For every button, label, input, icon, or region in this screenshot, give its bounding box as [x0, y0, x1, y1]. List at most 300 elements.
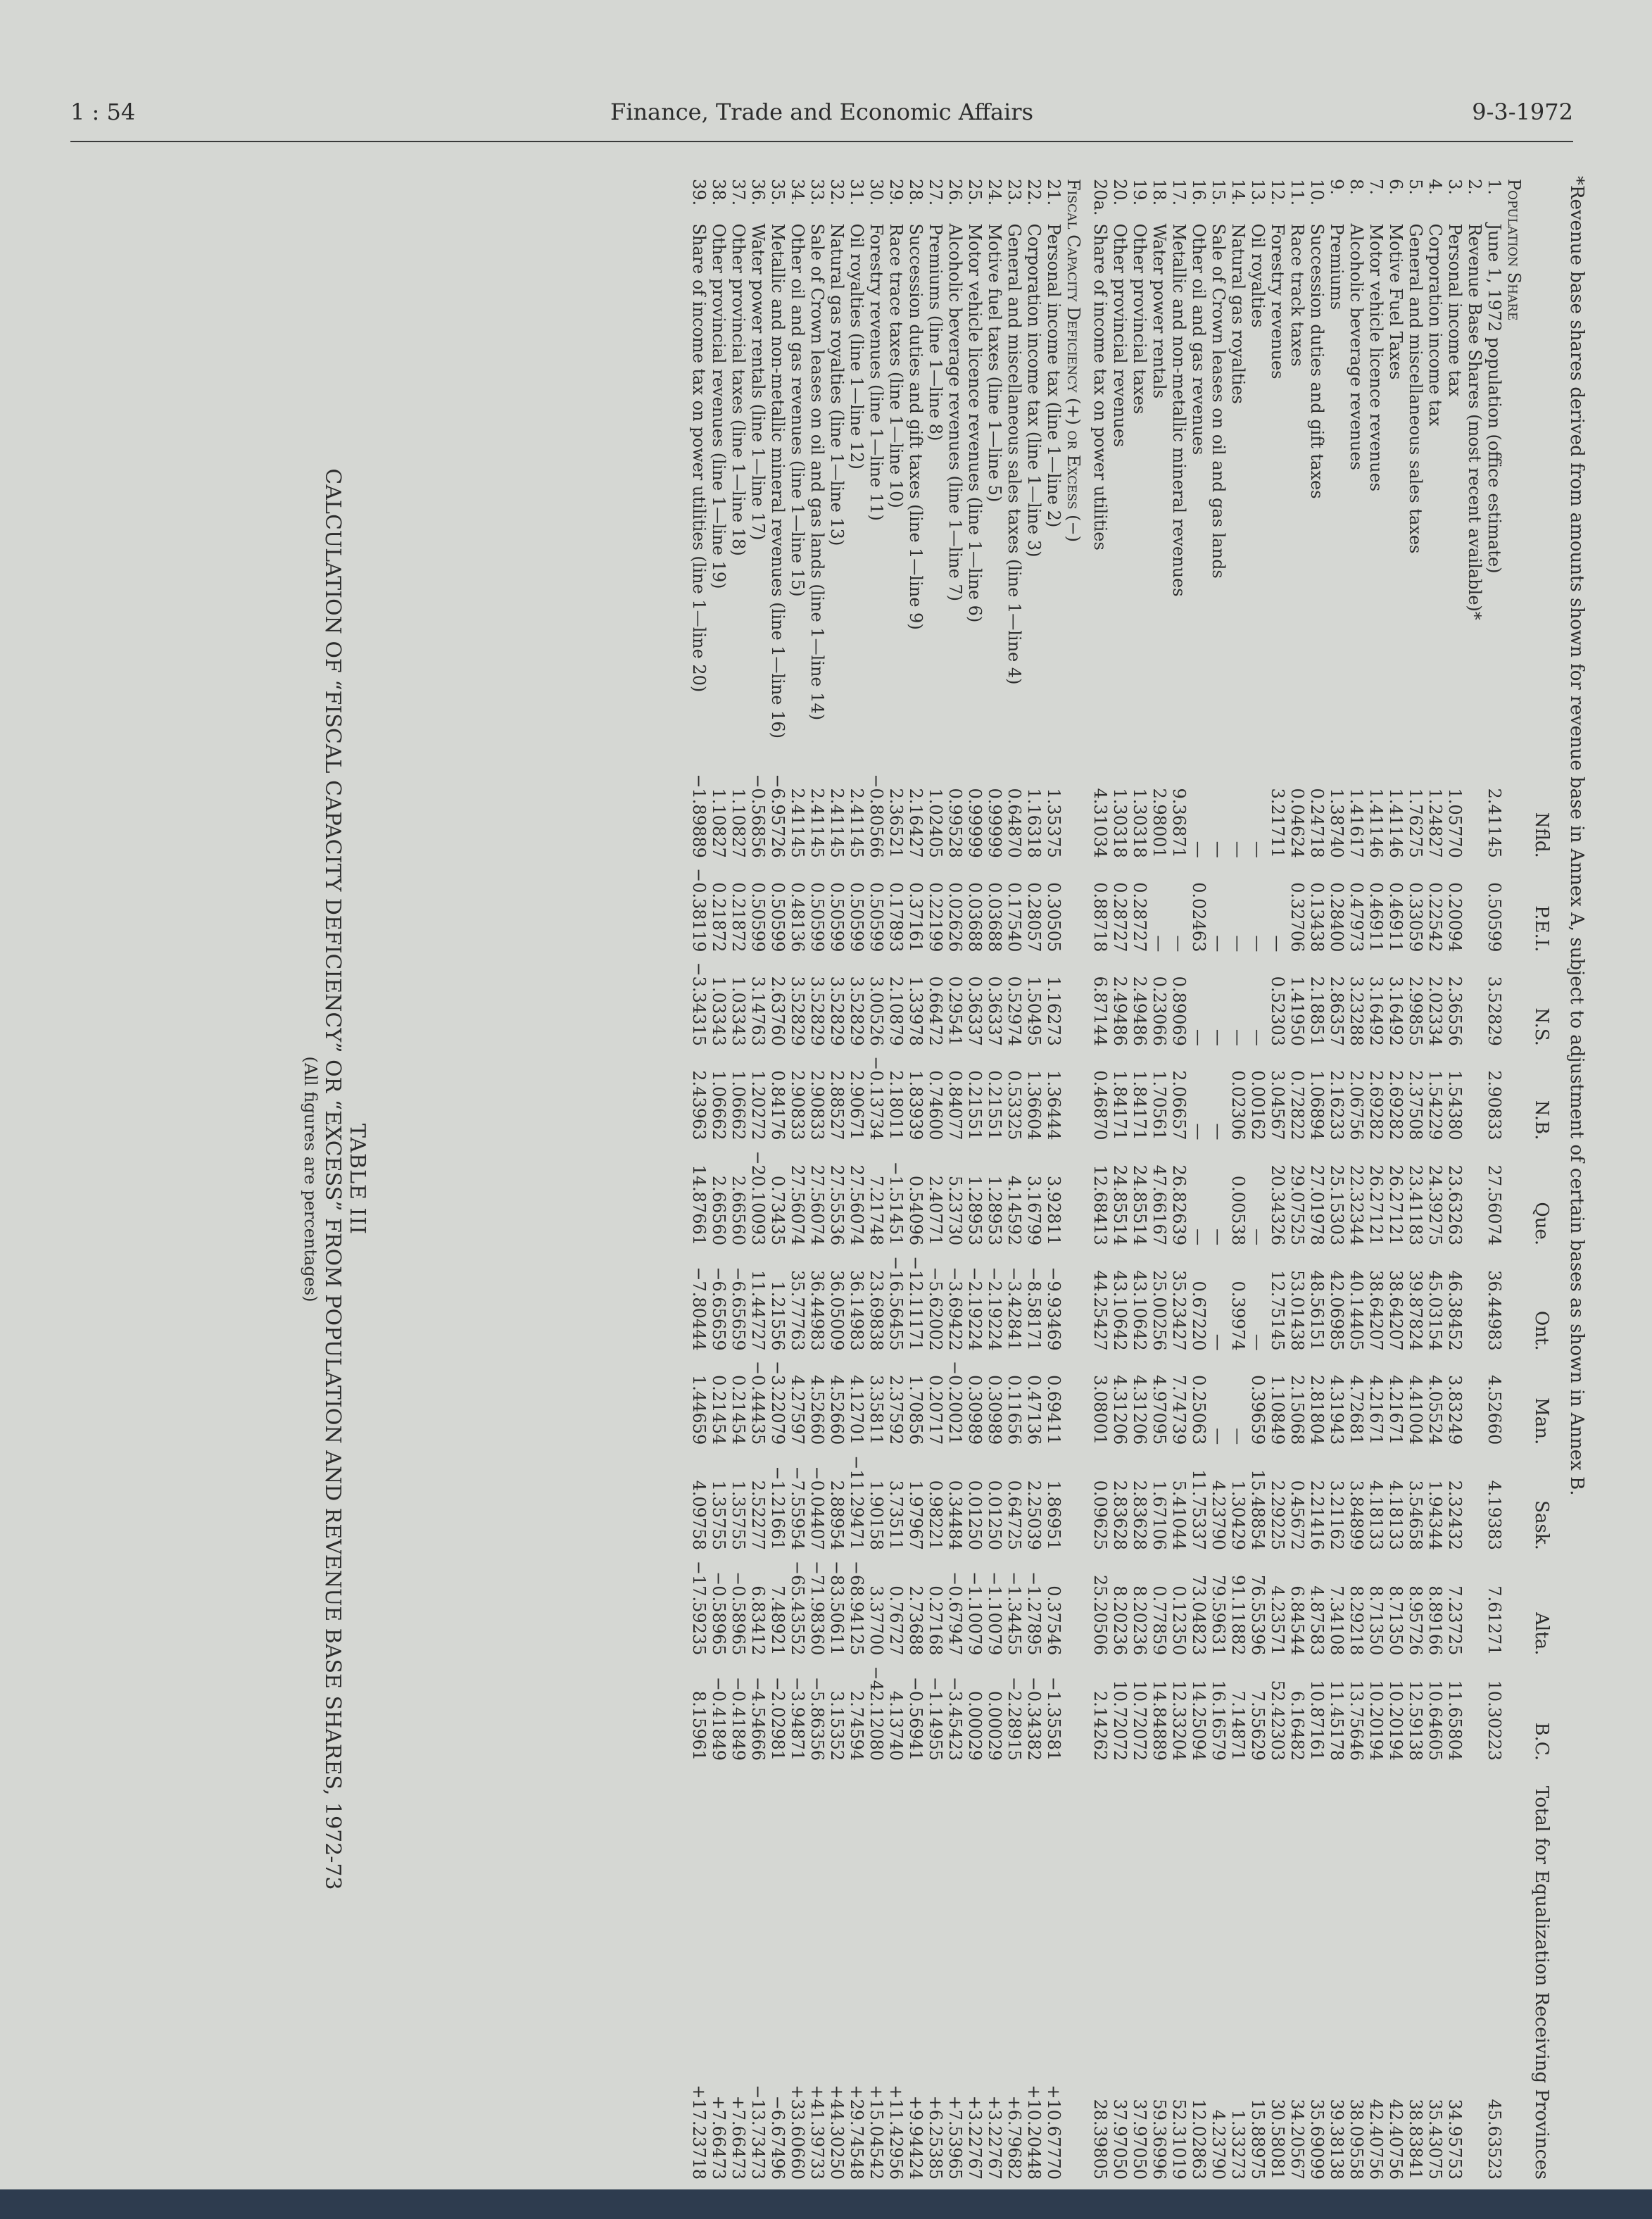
table-cell: 53.01438 — [1287, 1270, 1307, 1351]
row-number: 38. — [709, 179, 729, 206]
table-cell — [1465, 1049, 1484, 1143]
table-cell: 4.23571 — [1268, 1585, 1287, 1656]
table-row — [1024, 176, 1044, 2182]
table-cell: 2.32432 — [1445, 1480, 1465, 1550]
table-cell: 27.55536 — [827, 1164, 847, 1246]
table-cell: 1.84171 — [1130, 1070, 1149, 1140]
table-cell: 2.29225 — [1268, 1480, 1287, 1550]
table-cell: 0.46911 — [1386, 882, 1406, 953]
table-cell: 1.41146 — [1366, 788, 1386, 858]
table-cell: 0.28727 — [1130, 882, 1149, 953]
row-number: 25. — [965, 179, 985, 206]
table-row — [729, 176, 748, 2182]
row-number: 7. — [1366, 179, 1386, 195]
table-cell: −17.59235 — [689, 1560, 709, 1656]
table-cell: 0.21454 — [709, 1375, 729, 1445]
table-cell: 0.00029 — [965, 1690, 985, 1761]
row-label: Alcoholic beverage revenues — [1347, 223, 1366, 470]
table-cell: 3.21711 — [1268, 788, 1287, 858]
table-cell: −1.34455 — [1004, 1571, 1024, 1656]
table-cell: 3.83249 — [1445, 1375, 1465, 1445]
table-cell: 0.29541 — [945, 976, 965, 1046]
table-cell: 10.72072 — [1110, 1680, 1130, 1761]
row-number: 3. — [1445, 179, 1465, 195]
table-cell: 23.69838 — [866, 1270, 886, 1351]
table-cell: 0.36337 — [985, 976, 1004, 1046]
table-header-row — [1531, 176, 1552, 2182]
table-row — [945, 176, 965, 2182]
table-cell: 25.15303 — [1327, 1164, 1347, 1246]
table-cell: — — [1189, 1228, 1209, 1246]
table-cell: 14.25094 — [1189, 1680, 1209, 1761]
table-cell: −8.58171 — [1024, 1266, 1044, 1351]
table-cell: 2.41145 — [847, 788, 866, 858]
row-label: Motor vehicle licence revenues (line 1—line 6) — [965, 223, 985, 623]
table-cell: 2.18011 — [886, 1070, 906, 1140]
table-cell: 9.36871 — [1169, 788, 1189, 858]
table-cell: 3.16799 — [1024, 1175, 1044, 1246]
table-cell: — — [1209, 1333, 1228, 1351]
table-cell: 10.20194 — [1366, 1680, 1386, 1761]
row-label: Natural gas royalties — [1228, 223, 1248, 404]
table-cell: 0.34484 — [945, 1480, 965, 1550]
table-cell: −71.98360 — [807, 1560, 827, 1656]
table-cell: 4.23790 — [1209, 2109, 1228, 2180]
table-cell: 2.52277 — [748, 1480, 768, 1550]
table-cell: 0.04624 — [1287, 788, 1307, 858]
table-cell: 12.68413 — [1090, 1164, 1110, 1246]
table-cell: 0.22199 — [926, 882, 945, 953]
table-cell: 0.03688 — [985, 882, 1004, 953]
table-cell: 4.31943 — [1327, 1375, 1347, 1445]
table-cell: +33.60660 — [788, 2085, 807, 2180]
table-cell: — — [1209, 1428, 1228, 1445]
table-cell: 2.90671 — [847, 1070, 866, 1140]
table-cell: 1.94344 — [1425, 1480, 1445, 1550]
row-label: Corporation income tax — [1425, 223, 1445, 427]
table-cell: — — [1149, 935, 1169, 953]
table-cell: 12.02863 — [1189, 2099, 1209, 2180]
table-cell: 3.52829 — [788, 976, 807, 1046]
row-number: 36. — [748, 179, 768, 206]
table-cell: 3.16492 — [1366, 976, 1386, 1046]
scan-edge-band — [0, 2189, 1652, 2219]
table-cell: 3.00526 — [866, 976, 886, 1046]
table-cell: 0.36337 — [965, 976, 985, 1046]
table-row — [1130, 176, 1149, 2182]
row-number: 8. — [1347, 179, 1366, 195]
table-row — [926, 176, 945, 2182]
table-cell: — — [1248, 1228, 1268, 1246]
table-cell: 11.45178 — [1327, 1680, 1347, 1761]
table-cell: −1.10079 — [965, 1571, 985, 1656]
table-cell: −16.56455 — [886, 1256, 906, 1351]
table-cell: 1.83939 — [906, 1070, 926, 1140]
row-number: 22. — [1024, 179, 1044, 206]
table-cell: 15.48854 — [1248, 1469, 1268, 1550]
table-cell: 0.99999 — [985, 788, 1004, 858]
table-cell: 2.06657 — [1169, 1070, 1189, 1140]
table-title-block — [301, 176, 370, 2182]
table-cell: 4.14592 — [1004, 1175, 1024, 1246]
row-label: Personal income tax — [1445, 223, 1465, 397]
table-cell: 46.38452 — [1445, 1270, 1465, 1351]
row-label: Personal income tax (line 1—line 2) — [1044, 223, 1064, 528]
table-cell: 0.17893 — [886, 882, 906, 953]
table-cell: 76.55396 — [1248, 1574, 1268, 1656]
table-cell: 10.72072 — [1130, 1680, 1149, 1761]
table-cell: 0.00029 — [985, 1690, 1004, 1761]
column-header: Ont. — [1531, 1310, 1552, 1351]
table-cell — [1465, 861, 1484, 955]
table-cell: 39.38138 — [1327, 2099, 1347, 2180]
table-cell: 7.55629 — [1248, 1690, 1268, 1761]
table-cell: 2.10879 — [886, 976, 906, 1046]
table-row — [1347, 176, 1366, 2182]
table-cell: 35.69099 — [1307, 2099, 1327, 2180]
table-cell: 11.44727 — [748, 1270, 768, 1351]
table-cell: 4.18133 — [1386, 1480, 1406, 1550]
table-cell: 1.03343 — [729, 976, 748, 1046]
table-cell: 36.05009 — [827, 1270, 847, 1351]
row-number: 35. — [768, 179, 788, 206]
table-cell: 0.50599 — [768, 882, 788, 953]
table-cell: 48.56151 — [1307, 1270, 1327, 1351]
table-cell: 0.73435 — [768, 1175, 788, 1246]
table-cell: 79.59631 — [1209, 1574, 1228, 1656]
section-heading-row — [1504, 176, 1531, 2182]
table-cell: 1.70856 — [906, 1375, 926, 1445]
row-number: 37. — [729, 179, 748, 206]
table-cell: 0.52974 — [1004, 976, 1024, 1046]
table-cell: −7.55954 — [788, 1466, 807, 1550]
table-cell: 4.97095 — [1149, 1375, 1169, 1445]
table-cell: 26.27121 — [1386, 1164, 1406, 1246]
table-cell: −0.56941 — [906, 1676, 926, 1761]
table-body — [689, 176, 1531, 2182]
table-row — [1307, 176, 1327, 2182]
table-cell: −83.50611 — [827, 1560, 847, 1656]
table-cell: 0.30505 — [1044, 882, 1064, 953]
table-cell — [1465, 1248, 1484, 1354]
table-cell: 4.52660 — [807, 1375, 827, 1445]
table-cell: 0.99999 — [965, 788, 985, 858]
table-cell: 0.48136 — [788, 882, 807, 953]
table-cell: +6.79682 — [1004, 2095, 1024, 2180]
row-label: Other oil and gas revenues — [1189, 223, 1209, 455]
section-heading: Fiscal Capacity Deficiency (+) or Excess (−) — [1064, 179, 1083, 542]
row-label: Premiums (line 1—line 8) — [926, 223, 945, 441]
column-header: B.C. — [1531, 1722, 1552, 1761]
row-number: 13. — [1248, 179, 1268, 206]
table-row — [985, 176, 1004, 2182]
table-cell: 14.84889 — [1149, 1680, 1169, 1761]
table-cell: 2.83628 — [1110, 1480, 1130, 1550]
table-cell: 7.21748 — [866, 1175, 886, 1246]
table-cell: 4.41004 — [1406, 1375, 1425, 1445]
header-spacer — [1531, 220, 1552, 767]
table-cell: 7.48921 — [768, 1585, 788, 1656]
table-cell: 12.75145 — [1268, 1270, 1287, 1351]
table-cell: 2.16233 — [1327, 1070, 1347, 1140]
table-cell: 4.72681 — [1347, 1375, 1366, 1445]
table-cell: −0.56856 — [748, 774, 768, 858]
table-cell: −0.38119 — [689, 867, 709, 953]
table-cell: 4.09758 — [689, 1480, 709, 1550]
table-cell: 1.97967 — [906, 1480, 926, 1550]
table-cell: 1.67106 — [1149, 1480, 1169, 1550]
table-row — [1484, 176, 1504, 2182]
table-cell: 2.14262 — [1090, 1690, 1110, 1761]
table-cell: 0.46870 — [1090, 1070, 1110, 1140]
table-cell: 0.32706 — [1287, 882, 1307, 953]
table-cell: 2.02334 — [1425, 976, 1445, 1046]
table-cell: 2.41145 — [788, 788, 807, 858]
table-cell: 30.58081 — [1268, 2099, 1287, 2180]
row-number: 28. — [906, 179, 926, 206]
table-cell: 4.18133 — [1366, 1480, 1386, 1550]
table-cell: 2.66560 — [729, 1175, 748, 1246]
table-cell: −5.86356 — [807, 1676, 827, 1761]
table-cell: — — [1248, 1029, 1268, 1046]
row-label: Share of income tax on power utilities (line 1—line 20) — [689, 223, 709, 693]
table-cell: 0.22542 — [1425, 882, 1445, 953]
table-cell: 15.88975 — [1248, 2099, 1268, 2180]
table-cell — [1465, 1447, 1484, 1553]
table-cell: −0.44435 — [748, 1360, 768, 1445]
table-cell: 2.99855 — [1406, 976, 1425, 1046]
table-cell: +7.66473 — [709, 2095, 729, 2180]
table-cell: 1.84171 — [1110, 1070, 1130, 1140]
table-cell: +29.74548 — [847, 2085, 866, 2180]
table-cell: 45.03154 — [1425, 1270, 1445, 1351]
row-number: 19. — [1130, 179, 1149, 206]
page-number: 1 : 54 — [70, 99, 136, 125]
table-cell: 8.20236 — [1110, 1585, 1130, 1656]
table-cell: 0.23066 — [1149, 976, 1169, 1046]
table-cell: 3.14763 — [748, 976, 768, 1046]
table-cell: 1.05770 — [1445, 788, 1465, 858]
table-cell: 2.83628 — [1130, 1480, 1149, 1550]
table-cell: 7.14871 — [1228, 1690, 1248, 1761]
row-number: 11. — [1287, 179, 1307, 206]
row-label: Oil royalties — [1248, 223, 1268, 328]
table-cell: 10.87161 — [1307, 1680, 1327, 1761]
table-cell: 36.44983 — [1484, 1270, 1504, 1351]
table-number: TABLE III — [345, 1124, 370, 1235]
table-cell: 25.20506 — [1090, 1574, 1110, 1656]
row-number: 9. — [1327, 179, 1347, 195]
rotated-table-block — [271, 176, 1587, 2182]
table-cell: 0.39974 — [1228, 1281, 1248, 1351]
table-cell: −1.10079 — [985, 1571, 1004, 1656]
table-cell: — — [1189, 841, 1209, 858]
table-cell: 2.90833 — [807, 1070, 827, 1140]
table-cell: 4.19383 — [1484, 1480, 1504, 1550]
table-cell: 39.87824 — [1406, 1270, 1425, 1351]
table-cell: 1.70561 — [1149, 1070, 1169, 1140]
table-cell: 7.34108 — [1327, 1585, 1347, 1656]
table-cell: 7.74739 — [1169, 1375, 1189, 1445]
table-cell: 3.52829 — [807, 976, 827, 1046]
table-cell: 0.02626 — [945, 882, 965, 953]
table-cell: 0.17540 — [1004, 882, 1024, 953]
table-cell: 91.11882 — [1228, 1574, 1248, 1656]
table-cell: 5.23730 — [945, 1175, 965, 1246]
table-cell: 1.20272 — [748, 1070, 768, 1140]
column-header: P.E.I. — [1531, 905, 1552, 953]
table-cell: −1.14955 — [926, 1676, 945, 1761]
table-row — [768, 176, 788, 2182]
table-cell: 0.30989 — [965, 1375, 985, 1445]
table-cell: 45.63523 — [1484, 2099, 1504, 2180]
row-number: 20a. — [1090, 179, 1110, 216]
table-cell: 38.09558 — [1347, 2099, 1366, 2180]
table-cell: 2.69282 — [1366, 1070, 1386, 1140]
row-label: June 1, 1972 population (office estimate) — [1484, 223, 1504, 574]
row-label: Succession duties and gift taxes — [1307, 223, 1327, 499]
table-cell: 1.28953 — [985, 1175, 1004, 1246]
table-cell: 34.95753 — [1445, 2099, 1465, 2180]
table-cell: 20.34326 — [1268, 1164, 1287, 1246]
table-cell: 2.16427 — [906, 788, 926, 858]
table-cell: 2.81804 — [1307, 1375, 1327, 1445]
table-cell: 0.28727 — [1110, 882, 1130, 953]
table-cell: 2.18851 — [1307, 976, 1327, 1046]
table-row — [1090, 176, 1110, 2182]
row-label: Water power rentals — [1149, 223, 1169, 399]
table-cell: 0.00162 — [1248, 1070, 1268, 1140]
row-number: 16. — [1189, 179, 1209, 206]
table-cell: 0.64725 — [1004, 1480, 1024, 1550]
table-cell: 4.27597 — [788, 1375, 807, 1445]
table-cell: +11.42956 — [886, 2085, 906, 2180]
table-cell: — — [1209, 841, 1228, 858]
table-cell — [1465, 1764, 1484, 2182]
row-number: 1. — [1484, 179, 1504, 195]
table-cell: −5.62002 — [926, 1266, 945, 1351]
table-cell: 3.52829 — [1484, 976, 1504, 1046]
table-cell: 44.25427 — [1090, 1270, 1110, 1351]
table-cell: 4.05524 — [1425, 1375, 1445, 1445]
table-cell: 1.36604 — [1024, 1070, 1044, 1140]
table-cell: 0.50599 — [827, 882, 847, 953]
table-cell: 23.63263 — [1445, 1164, 1465, 1246]
table-cell: — — [1248, 935, 1268, 953]
table-cell: 10.64605 — [1425, 1680, 1445, 1761]
row-number: 6. — [1386, 179, 1406, 195]
table-cell: 0.47136 — [1024, 1375, 1044, 1445]
table-cell: 1.02405 — [926, 788, 945, 858]
table-cell: 1.41950 — [1287, 976, 1307, 1046]
table-cell: 1.90158 — [866, 1480, 886, 1550]
table-cell: 0.12350 — [1169, 1585, 1189, 1656]
table-cell: 3.15352 — [827, 1690, 847, 1761]
table-row — [1189, 176, 1209, 2182]
table-row — [1445, 176, 1465, 2182]
table-cell: 28.39805 — [1090, 2099, 1110, 2180]
table-cell: 36.14983 — [847, 1270, 866, 1351]
table-cell: — — [1169, 935, 1189, 953]
table-cell: −0.20021 — [945, 1360, 965, 1445]
table-cell: 0.69411 — [1044, 1375, 1064, 1445]
table-row — [709, 176, 729, 2182]
row-label: Corporation income tax (line 1—line 3) — [1024, 223, 1044, 558]
table-cell: −1.35581 — [1044, 1676, 1064, 1761]
table-cell: −1.89889 — [689, 774, 709, 858]
table-cell: 36.44983 — [807, 1270, 827, 1351]
table-cell: 0.45672 — [1287, 1480, 1307, 1550]
table-cell: 1.33978 — [906, 976, 926, 1046]
table-cell: 0.02306 — [1228, 1070, 1248, 1140]
row-label: Motor vehicle licence revenues — [1366, 223, 1386, 492]
table-cell: 4.21671 — [1386, 1375, 1406, 1445]
table-cell: 0.77859 — [1149, 1585, 1169, 1656]
table-cell: +10.67770 — [1044, 2085, 1064, 2180]
table-cell: 0.20094 — [1445, 882, 1465, 953]
table-cell: +15.04542 — [866, 2085, 886, 2180]
table-cell: 1.06894 — [1307, 1070, 1327, 1140]
table-cell: 0.76727 — [886, 1585, 906, 1656]
table-cell: 3.35811 — [866, 1375, 886, 1445]
row-number: 10. — [1307, 179, 1327, 206]
table-cell: 0.50599 — [866, 882, 886, 953]
table-cell: 11.75337 — [1189, 1469, 1209, 1550]
table-cell: 42.06985 — [1327, 1270, 1347, 1351]
table-cell: 0.50599 — [748, 882, 768, 953]
row-number: 14. — [1228, 179, 1248, 206]
table-cell: 27.01978 — [1307, 1164, 1327, 1246]
row-label: Metallic and non-metallic mineral revenues (line 1—line 16) — [768, 223, 788, 739]
column-header: N.B. — [1531, 1100, 1552, 1140]
table-cell: 1.54229 — [1425, 1070, 1445, 1140]
table-cell — [1465, 1143, 1484, 1249]
table-cell: 14.87661 — [689, 1164, 709, 1246]
table-cell: 43.10642 — [1130, 1270, 1149, 1351]
row-number: 30. — [866, 179, 886, 206]
row-label: General and miscellaneous sales taxes — [1406, 223, 1425, 554]
table-cell — [1465, 955, 1484, 1049]
table-cell: 3.37700 — [866, 1585, 886, 1656]
table-cell: — — [1209, 1123, 1228, 1140]
table-cell: 2.41145 — [827, 788, 847, 858]
table-row — [1406, 176, 1425, 2182]
table-row — [748, 176, 768, 2182]
table-row — [866, 176, 886, 2182]
table-cell: 0.37546 — [1044, 1585, 1064, 1656]
row-label: Other provincial revenues — [1110, 223, 1130, 448]
table-cell: 4.12701 — [847, 1375, 866, 1445]
table-row — [1169, 176, 1189, 2182]
table-cell: 0.20717 — [926, 1375, 945, 1445]
row-label: Sale of Crown leases on oil and gas lands — [1209, 223, 1228, 579]
table-row — [689, 176, 709, 2182]
page-header — [70, 99, 1573, 141]
row-number: 33. — [807, 179, 827, 206]
table-cell: 0.88718 — [1090, 882, 1110, 953]
table-cell: 0.30989 — [985, 1375, 1004, 1445]
table-cell: 4.31034 — [1090, 788, 1110, 858]
table-cell: — — [1209, 1029, 1228, 1046]
table-cell: −0.67947 — [945, 1571, 965, 1656]
table-cell: −11.29471 — [847, 1455, 866, 1550]
table-cell: 2.73688 — [906, 1585, 926, 1656]
row-label: Motive fuel taxes (line 1—line 5) — [985, 223, 1004, 503]
table-cell: — — [1209, 935, 1228, 953]
table-cell: 2.90833 — [1484, 1070, 1504, 1140]
row-label: Other provincial revenues (line 1—line 19) — [709, 223, 729, 589]
table-cell: 13.75646 — [1347, 1680, 1366, 1761]
